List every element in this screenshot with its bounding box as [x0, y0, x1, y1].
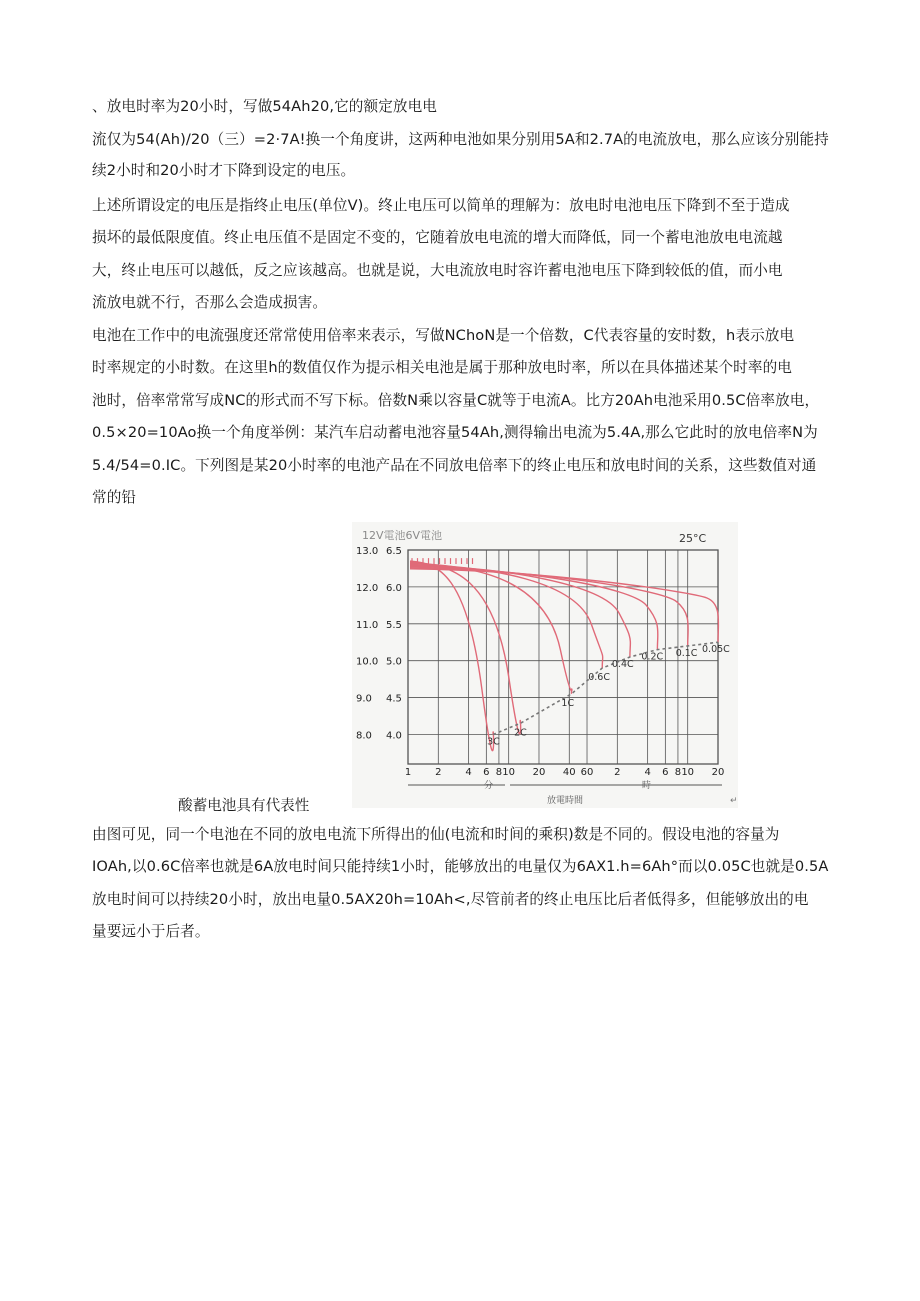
x-axis-label: 放電時間	[547, 796, 584, 806]
y-tick-label-6v: 6.0	[386, 582, 402, 594]
text-line: 放电时间可以持续20小时，放出电量0.5AX20h=10Ah<,尽管前者的终止电压比后者低得多，但能够放出的电	[92, 891, 809, 908]
series-label: 0.6C	[588, 672, 610, 684]
text-line: 流放电就不行，否那么会造成损害。	[92, 294, 328, 311]
series-label: 3C	[487, 736, 500, 748]
x-tick-label-minutes: 60	[580, 767, 594, 778]
x-tick-label-hours: 2	[614, 767, 621, 778]
text-line: 续2小时和20小时才下降到设定的电压。	[92, 162, 356, 179]
series-label: 0.05C	[702, 644, 730, 656]
x-tick-label-minutes: 1	[404, 767, 412, 778]
y-tick-label-12v: 10.0	[356, 656, 379, 668]
y-tick-label-6v: 6.5	[386, 546, 402, 557]
chart-background	[352, 522, 738, 808]
x-tick-label-hours: 8	[674, 767, 682, 778]
x-tick-label-minutes: 2	[435, 767, 442, 778]
text-line: 时率规定的小时数。在这里h的数值仅作为提示相关电池是属于那种放电时率，所以在具体描述某个时率的电	[92, 359, 792, 376]
discharge-chart	[352, 522, 738, 808]
y-tick-label-12v: 8.0	[356, 730, 372, 742]
text-line: 大，终止电压可以越低，反之应该越高。也就是说，大电流放电时容许蓄电池电压下降到较低的值，而小电	[92, 262, 783, 279]
y-tick-label-6v: 4.0	[386, 730, 402, 742]
x-tick-label-minutes: 40	[562, 767, 576, 778]
text-line: 流仅为54(Ah)/20（三）=2·7A!换一个角度讲，这两种电池如果分别用5A和2.7A的电流放电，那么应该分别能持	[92, 131, 829, 148]
chart-title: 12V電池6V電池	[362, 529, 443, 542]
text-line: 、放电时率为20小时，写做54Ah20,它的额定放电电	[92, 98, 437, 115]
text-line: 上述所谓设定的电压是指终止电压(单位V)。终止电压可以简单的理解为：放电时电池电压下降到不至于造成	[92, 197, 790, 214]
text-line: 损坏的最低限度值。终止电压值不是固定不变的，它随着放电电流的增大而降低，同一个蓄电池放电电流越	[92, 229, 783, 246]
x-tick-label-minutes: 20	[532, 767, 546, 778]
text-line: 常的铅	[92, 489, 137, 506]
hours-unit: 時	[642, 781, 652, 791]
minutes-unit: 分	[484, 781, 494, 791]
series-label: 2C	[514, 727, 527, 739]
text-line: 0.5×20=10Ao换一个角度举例：某汽车启动蓄电池容量54Ah,测得输出电流为5.4A,那么它此时的放电倍率N为	[92, 424, 818, 441]
text-line: 池时，倍率常常写成NC的形式而不写下标。倍数N乘以容量C就等于电流A。比方20Ah电池采用0.5C倍率放电，	[92, 392, 820, 409]
return-mark: ↵	[730, 796, 738, 806]
x-tick-label-hours: 6	[662, 767, 669, 778]
y-tick-label-12v: 9.0	[356, 693, 372, 705]
series-label: 1C	[561, 697, 575, 709]
series-label: 0.2C	[641, 651, 664, 663]
y-tick-label-12v: 12.0	[356, 582, 379, 594]
text-line: 5.4/54=0.IC。下列图是某20小时率的电池产品在不同放电倍率下的终止电压和放电时间的关系，这些数值对通	[92, 457, 817, 474]
y-tick-label-6v: 5.5	[386, 619, 402, 631]
x-tick-label-minutes: 4	[465, 767, 472, 778]
text-line: 电池在工作中的电流强度还常常使用倍率来表示，写做NChoN是一个倍数，C代表容量的安时数，h表示放电	[92, 327, 795, 344]
text-line: 由图可见，同一个电池在不同的放电电流下所得出的仙(电流和时间的乘积)数是不同的。假设电池的容量为	[92, 826, 780, 843]
text-line: 量要远小于后者。	[92, 923, 210, 940]
series-label: 0.4C	[611, 659, 634, 670]
y-tick-label-12v: 11.0	[356, 619, 379, 631]
y-tick-label-12v: 13.0	[356, 546, 379, 557]
x-tick-label-minutes: 8	[495, 767, 503, 778]
x-tick-label-hours: 4	[644, 767, 651, 778]
x-tick-label-minutes: 6	[483, 767, 490, 778]
text-line: IOAh,以0.6C倍率也就是6A放电时间只能持续1小时，能够放出的电量仅为6AX1.h=6Ah°而以0.05C也就是0.5A	[92, 858, 829, 875]
chart-caption: 酸蓄电池具有代表性	[178, 797, 310, 814]
x-tick-label-hours: 10	[681, 767, 695, 778]
x-tick-label-minutes: 10	[502, 767, 516, 778]
y-tick-label-6v: 4.5	[386, 693, 402, 705]
y-tick-label-6v: 5.0	[386, 656, 402, 668]
series-label: 0.1C	[675, 647, 698, 659]
chart-temperature: 25°C	[679, 532, 707, 545]
x-tick-label-hours: 20	[711, 767, 725, 778]
